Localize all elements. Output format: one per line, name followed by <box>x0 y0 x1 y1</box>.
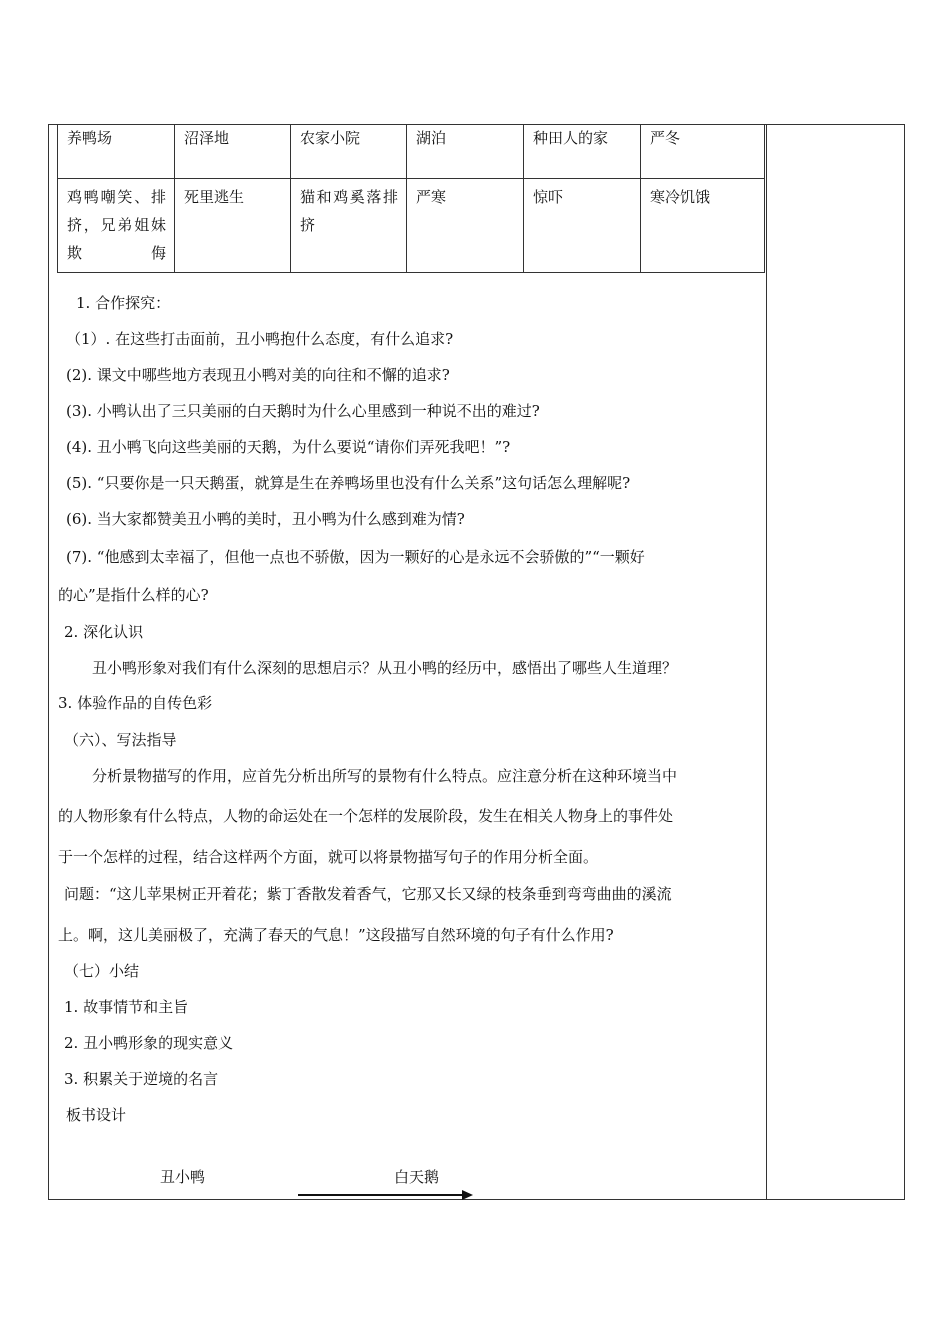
cooperation-heading: 1. 合作探究： <box>76 294 171 312</box>
deepen-body: 丑小鸭形象对我们有什么深刻的思想启示？从丑小鸭的经历中，感悟出了哪些人生道理？ <box>92 659 678 677</box>
table-row <box>58 179 765 273</box>
table-cell: 湖泊 <box>407 124 524 179</box>
table-row <box>58 124 765 179</box>
problem-line-2: 上。啊，这儿美丽极了，充满了春天的气息！”这段描写自然环境的句子有什么作用? <box>58 926 614 944</box>
question-6: (6). 当大家都赞美丑小鸭的美时，丑小鸭为什么感到难为情? <box>66 510 465 528</box>
board-design-heading: 板书设计 <box>66 1106 127 1124</box>
table-cell: 猫和鸡奚落排挤 <box>291 179 407 273</box>
table-cell: 寒冷饥饿 <box>641 179 765 273</box>
section-6-heading: （六）、写法指导 <box>64 731 177 749</box>
question-3: (3). 小鸭认出了三只美丽的白天鹅时为什么心里感到一种说不出的难过? <box>66 402 540 420</box>
question-7-line-1: (7). “他感到太幸福了，但他一点也不骄傲，因为一颗好的心是永远不会骄傲的”“一颗好 <box>66 548 645 566</box>
table-cell: 惊吓 <box>524 179 641 273</box>
arrow-right-icon <box>298 1188 474 1202</box>
board-ugly-duckling: 丑小鸭 <box>160 1168 206 1186</box>
settings-table <box>57 124 765 273</box>
section-7-heading: （七）小结 <box>64 962 140 980</box>
board-white-swan: 白天鹅 <box>394 1168 440 1186</box>
section-6-paragraph-line-2: 的人物形象有什么特点，人物的命运处在一个怎样的发展阶段，发生在相关人物身上的事件处 <box>58 807 674 825</box>
summary-item-1: 1. 故事情节和主旨 <box>64 998 189 1016</box>
deepen-heading: 2. 深化认识 <box>64 623 144 641</box>
section-6-paragraph-line-3: 于一个怎样的过程，结合这样两个方面，就可以将景物描写句子的作用分析全面。 <box>58 848 599 866</box>
table-cell: 严寒 <box>407 179 524 273</box>
table-cell: 农家小院 <box>291 124 407 179</box>
section-6-paragraph-line-1: 分析景物描写的作用，应首先分析出所写的景物有什么特点。应注意分析在这种环境当中 <box>92 767 678 785</box>
problem-line-1: 问题：“这儿苹果树正开着花；紫丁香散发着香气，它那又长又绿的枝条垂到弯弯曲曲的溪流 <box>64 885 672 903</box>
summary-item-3: 3. 积累关于逆境的名言 <box>64 1070 219 1088</box>
experience-heading: 3. 体验作品的自传色彩 <box>58 694 213 712</box>
summary-item-2: 2. 丑小鸭形象的现实意义 <box>64 1034 234 1052</box>
table-cell: 严冬 <box>641 124 765 179</box>
table-cell: 死里逃生 <box>175 179 291 273</box>
table-cell: 沼泽地 <box>175 124 291 179</box>
table-cell: 养鸭场 <box>58 124 175 179</box>
question-5: (5). “只要你是一只天鹅蛋，就算是生在养鸭场里也没有什么关系”这句话怎么理解呢? <box>66 474 631 492</box>
table-cell: 种田人的家 <box>524 124 641 179</box>
question-1: （1）. 在这些打击面前，丑小鸭抱什么态度，有什么追求? <box>66 330 454 348</box>
question-7-line-2: 的心”是指什么样的心? <box>58 586 209 604</box>
table-cell: 鸡鸭嘲笑、排挤，兄弟姐妹欺侮 <box>58 179 175 273</box>
side-column-divider <box>766 124 767 1200</box>
question-2: (2). 课文中哪些地方表现丑小鸭对美的向往和不懈的追求? <box>66 366 450 384</box>
question-4: (4). 丑小鸭飞向这些美丽的天鹅，为什么要说“请你们弄死我吧！”? <box>66 438 511 456</box>
